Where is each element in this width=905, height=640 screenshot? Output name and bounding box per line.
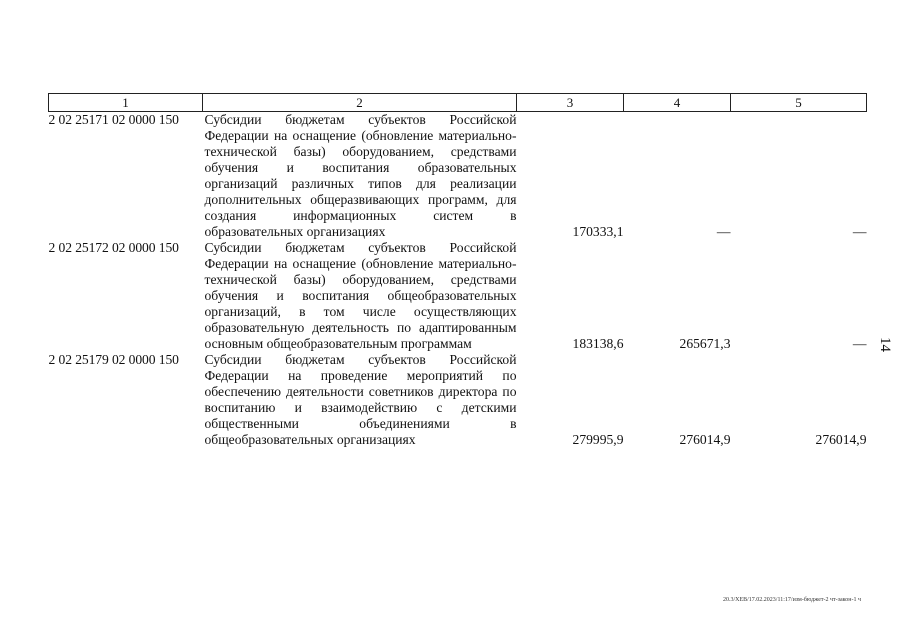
value-col-3: 183138,6 <box>572 336 624 351</box>
table-row <box>49 240 867 352</box>
header-col-3: 3 <box>517 94 624 112</box>
budget-description <box>203 240 517 352</box>
budget-code: 2 02 25172 02 0000 150 <box>48 240 179 255</box>
value-col-5: — <box>852 336 867 351</box>
header-col-2: 2 <box>203 94 517 112</box>
budget-table <box>48 93 867 448</box>
document-footer: 20.3/XEB/17.02.2023/11:17/изм-бюджет-2 чт-закон-1 ч <box>722 597 861 603</box>
table-body <box>49 112 867 449</box>
table-row <box>49 352 867 448</box>
value-col-4: 276014,9 <box>679 432 731 447</box>
header-col-4: 4 <box>624 94 731 112</box>
value-col-3: 170333,1 <box>572 224 624 239</box>
value-col-5: 276014,9 <box>815 432 867 447</box>
header-col-1: 1 <box>49 94 203 112</box>
description-text: Субсидии бюджетам субъектов Российской Федерации на оснащение (обновление материально-технической базы) оборудованием, средствами обучения и воспитания образовательных организаций различных типов для реализации дополнительных общеразвивающих программ, для создания информационных систем в образовательных организациях <box>204 112 517 239</box>
value-col-3: 279995,9 <box>572 432 624 447</box>
budget-description <box>203 352 517 448</box>
value-col-4: 265671,3 <box>679 336 731 351</box>
page-number: 14 <box>877 337 893 352</box>
description-text: Субсидии бюджетам субъектов Российской Федерации на проведение мероприятий по обеспечению деятельности советников директора по воспитанию и взаимодействию с детскими общественными объединениями в общеобразовательных организациях <box>204 352 517 447</box>
header-col-5: 5 <box>731 94 867 112</box>
description-text: Субсидии бюджетам субъектов Российской Федерации на оснащение (обновление материально-технической базы) оборудованием, средствами обучения и воспитания общеобразовательных организаций, в том числе осуществляющих образовательную деятельность по адаптированным основным общеобразовательным программам <box>204 240 517 351</box>
table-row <box>49 112 867 241</box>
header-row <box>49 94 867 112</box>
table-header <box>49 94 867 112</box>
budget-code: 2 02 25171 02 0000 150 <box>48 112 179 127</box>
value-col-5: — <box>852 224 867 239</box>
value-col-4: — <box>716 224 731 239</box>
budget-code: 2 02 25179 02 0000 150 <box>48 352 179 367</box>
budget-description <box>203 112 517 241</box>
